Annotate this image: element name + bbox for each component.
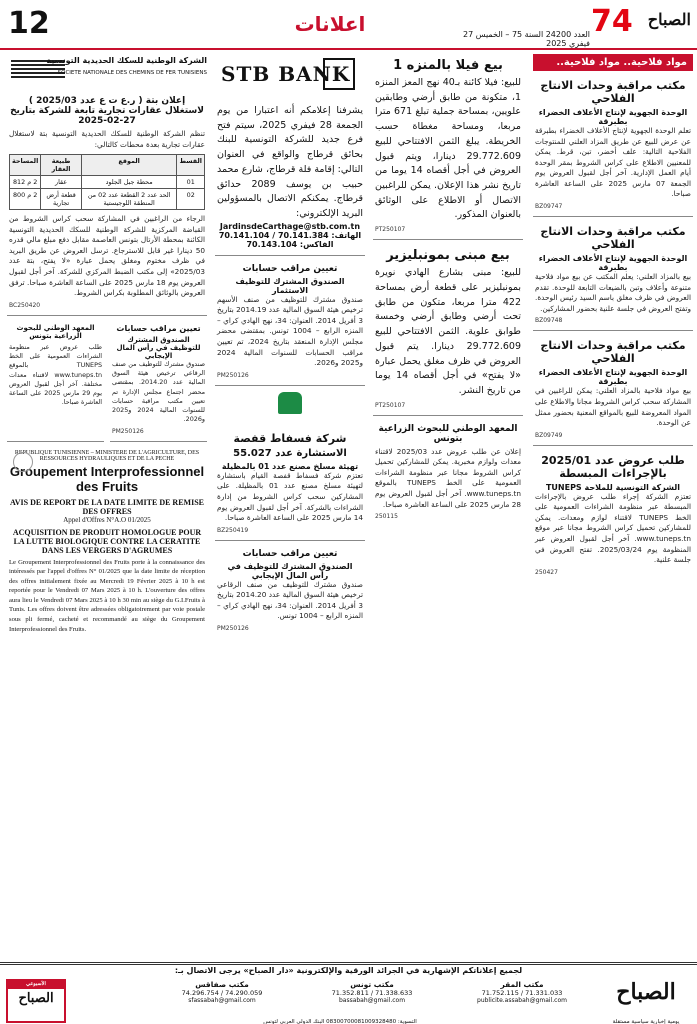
- ad-building: [373, 244, 523, 415]
- ad-code: 250427: [535, 568, 558, 576]
- office-name: مكتب تونس: [350, 980, 394, 989]
- ad-body: للبيع: فيلا كائنة بـ40 نهج المعز المنزه 1، متكونة من طابق أرضي وطابقين علويين، بمساحة جملية تبلغ 671 مترا مربعا، ومساحة مغطاة حسب الخريطة. يبلغ الثمن الافتتاحي للبيع 29.772.609 دينارا، ويتم قبول العروض في أجل أقصاه 14 يوما من تاريخ نشر هذا الإعلان. يمكن للراغبين الاتصال أو الاطلاع على الوثائق بالعنوان المذكور.: [375, 77, 522, 221]
- stb-emblem-icon: [323, 58, 355, 90]
- ad-body: بيع مواد فلاحية بالمزاد العلني: يمكن للراغبين في المشاركة سحب كراس الشروط مجانا والاطلاع على المواد المعروضة للبيع بالمواقع المعنية بحضور ممثل عن الوحدة.: [535, 386, 691, 428]
- ad-subtitle: الوحدة الجهوية لإنتاج الأعلاف الخضراء بطبرقة: [538, 368, 688, 387]
- ministry-line: REPUBLIQUE TUNISIENNE – MINISTERE DE L'AGRICULTURE, DES RESSOURCES HYDRAULIQUES ET DE LA PECHE: [14, 449, 200, 462]
- ad-research: [373, 420, 523, 526]
- bank-note: التسوية: 08300700081009328480 البنك الدولي العربي لتونس: [263, 1019, 417, 1024]
- weekly-word: الصباح: [18, 991, 54, 1006]
- table-header: الموقع: [81, 155, 177, 176]
- table-cell: 2 م 812: [10, 176, 41, 189]
- footer-weekly-logo: [6, 979, 66, 1023]
- weekly-label: الأسبوعي: [8, 981, 64, 989]
- ad-subtitle: الصندوق المشترك للتوظيف الاستثمار: [235, 276, 345, 295]
- ad-body: صندوق مشترك للتوظيف من صنف الرقاعي ترخيص هيئة السوق المالية عدد 2014.20 بتاريخ 3 أفريل 2014. العنوان: 34، نهج الهادي كراي – المنزه الرابع – 1004 تونس.: [217, 579, 364, 621]
- ad-body: يشرفنا إعلامكم أنه اعتبارا من يوم الجمعة 28 فيفري 2025، سيتم فتح فرع جديد للشركة التونسية للبنك بحائق قرطاج والواقع في العنوان التالي: إقامة فلة قرطاج، شارع محمد حبيب بن يوسف 2089 حدائق قرطاج. يمكنكم الاتصال بالمسؤولين البريد الإلكتروني:: [217, 105, 363, 220]
- ad-phosphate: [215, 428, 365, 541]
- organisation-name: Groupement Interprofessionnel des Fruits: [9, 463, 205, 494]
- office-sfax: [157, 980, 287, 1004]
- table-cell: 02: [177, 189, 205, 210]
- ad-subtitle: الوحدة الجهوية لإنتاج الأعلاف الخضراء بطبرقة: [538, 108, 688, 126]
- ad-intro: تنظم الشركة الوطنية للسكك الحديدية التونسية بتة لاستغلال عقارات تجارية بعدة محطات كالتالي:: [9, 129, 205, 149]
- office-phone: 74.296.754 / 74.290.059: [181, 989, 263, 997]
- ad-code: BC250420: [9, 301, 41, 309]
- ad-gifruits: [7, 446, 207, 640]
- ad-row: [7, 320, 207, 446]
- ad-title: طلب عروض عدد 2025/01 بالإجراءات المبسطة: [541, 453, 685, 480]
- office-email: bassabah@gmail.com: [338, 997, 406, 1004]
- logo-word: الصباح: [647, 10, 691, 29]
- gifruits-logo-icon: [13, 452, 33, 472]
- ad-code: PM250126: [112, 427, 144, 435]
- table-cell: 2 م 800: [10, 189, 41, 210]
- ad-title: بيع فيلا بالمنزه 1: [393, 58, 503, 73]
- ad-title: إعلان بتة ( ر.ع ت ع عدد 2025/03 ) لاستغلال عقارات تجارية تابعة للشركة بتاريخ 27-02-2025: [10, 96, 204, 126]
- ad-body: طلب عروض عبر منظومة الشراءات العمومية على الخط TUNEPS بالموقع www.tuneps.tn لاقتناء معدات مختلفة. آخر أجل لقبول العروض يوم 29 مارس 2025 على الساعة العاشرة صباحا.: [9, 342, 102, 407]
- table-cell: عقار: [41, 176, 82, 189]
- ad-title: تعيين مراقب حسابات: [242, 263, 338, 274]
- ad-body: تعتزم شركة فسفاط قفصة القيام باستشارة لتهيئة مسلخ مصنع عدد 01 بالمظيلة. على المشاركين سحب كراس الشروط من إدارة الشراءات بالشركة. آخر أجل لقبول العروض يوم 14 مارس 2025 على الساعة العاشرة صباحا.: [217, 470, 363, 523]
- table-row: [10, 189, 205, 210]
- ad-body: تعلم الوحدة الجهوية لإنتاج الأعلاف الخضراء بطبرقة عن عرض للبيع عن طريق المزاد العلني للمنتوجات الفلاحية التالية: علف أخضر، تبن، قرط. يمكن للمعنيين الاطلاع على كراس الشروط بمقر الوحدة أيام العمل الإدارية. آخر أجل لقبول العروض يوم الجمعة 07 مارس 2025 على الساعة العاشرة صباحا.: [535, 126, 691, 199]
- ad-code: BZ250419: [217, 526, 249, 534]
- ad-subtitle: تهيئة مسلخ مصنع عدد 01 بالمظيلة: [221, 461, 359, 471]
- stb-wordmark: STB BANK: [221, 62, 351, 86]
- office-headquarters: [457, 980, 587, 1004]
- issue-line: العدد 24200 السنة 75 – الخميس 27 فيفري 2025: [463, 30, 590, 48]
- ad-body: بيع بالمزاد العلني: يعلم المكتب عن بيع مواد فلاحية متنوعة وأعلاف وتبن بالضيعات التابعة للوحدة. تقدم العروض في ظرف مغلق باسم السيد رئيس الوحدة. وتفتح العروض في جلسة علنية بحضور المشاركين.: [535, 272, 691, 313]
- ad-title: المعهد الوطني للبحوث الزراعية بتونس: [16, 323, 95, 340]
- ad-code: BZ09749: [535, 431, 563, 439]
- sncft-name-fr: SOCIETE NATIONALE DES CHEMINS DE FER TUNISIENS: [57, 70, 207, 76]
- office-tunis: [307, 980, 437, 1004]
- table-header: القسط: [177, 155, 205, 176]
- ad-stb-branch: [215, 100, 365, 256]
- table-header: المساحة: [10, 155, 41, 176]
- ad-subtitle: الوحدة الجهوية لإنتاج الأعلاف الخضراء بطبرقة: [538, 254, 688, 273]
- ad-title: بيع مبنى بمونبليزير: [386, 248, 510, 264]
- ad-title: الاستشارة عدد 55.027: [233, 447, 347, 459]
- ad-research-2: [7, 320, 104, 442]
- ad-sncft: [7, 92, 207, 316]
- ad-title: تعيين مراقب حسابات: [116, 323, 201, 333]
- ad-body: صندوق مشترك للتوظيف من صنف الأسهم ترخيص هيئة السوق المالية عدد 2014.19 بتاريخ 3 أفريل 2014. العنوان: 34، نهج الهادي كراي – المنزه الرابع – 1004 تونس. بمقتضى محضر مجلس الإدارة المنعقد بتاريخ 2024، تم تعيين مراقب الحسابات للسنوات المالية 2024 و2025 و2026.: [217, 294, 364, 368]
- ad-auditor-2: [215, 545, 365, 638]
- ad-body: للبيع: مبنى بشارع الهادي نويرة بمونبليزير على قطعة أرض بمساحة 422 مترا مربعا، متكون من طابق تحت أرضي وطابق أرضي وخمسة طوابق علوية. الثمن الافتتاحي للبيع 29.772.609 دينارا. يتم قبول العروض في ظرف مغلق يحمل عبارة «لا يفتح» في أجل أقصاه 14 يوما من تاريخ النشر.: [375, 267, 521, 396]
- ad-body: تعتزم الشركة إجراء طلب عروض بالإجراءات المبسطة عبر منظومة الشراءات العمومية على الخط TUNEPS لاقتناء لوازم ومعدات. يمكن للمشاركين تحميل كراس الشروط مجانا عبر موقع www.tuneps.tn. آخر أجل لقبول العروض عبر المنظومة يوم 2025/03/24. تفتح العروض في جلسة علنية.: [535, 491, 691, 565]
- ad-title: مكتب مراقبة وحدات الانتاج الفلاحي: [540, 225, 686, 252]
- column-bank: [215, 54, 365, 958]
- table-cell: محطة جبل الجلود: [81, 176, 177, 189]
- ad-fax: الفاكس: 70.143.104: [246, 239, 334, 249]
- table-cell: الحد عدد 2 القطعة عدد 02 من المنطقة اللوجيستية: [81, 189, 177, 210]
- ad-code: BZ09748: [535, 317, 563, 325]
- ad-code: PT250107: [375, 226, 406, 234]
- ad-code: BZ09747: [535, 203, 563, 211]
- sncft-name-ar: الشركة الوطنية للسكك الحديدية التونسية: [46, 56, 207, 65]
- column-heading: مواد فلاحية.. مواد فلاحية..: [533, 54, 693, 71]
- footer-banner: لجميع إعلاناتكم الإشهارية في الجرائد الورقية والإلكترونية «دار الصباح» يرجى الاتصال بـ:: [174, 966, 523, 975]
- office-email: sfassabah@gmail.com: [188, 997, 256, 1004]
- table-cell: 01: [177, 176, 205, 189]
- tender-subject: ACQUISITION DE PRODUIT HOMOLOGUE POUR LA LUTTE BIOLOGIQUE CONTRE LA CERATITE DANS LES VERGERS D'AGRUMES: [12, 527, 202, 555]
- notice-body: Le Groupement Interprofessionnel des Fruits porte à la connaissance des intéressés par l'appel d'offres N° 01/2025 que la date limite de réception des offres initialement fixée au Mercredi 19 Février 2025 à 10 h est reportée pour le Vendredi 07 Mars 2025 à 10 h. L'ouverture des offres aura lieu le Vendredi 07 Mars 2025 à 10 h 30 min au siège du G.I.Fruits à Tunis. Les offres doivent être adressées obligatoirement par voie postale sous pli fermé, cacheté et recommandé au siège du Groupement Interprofessionnel des Fruits.: [9, 558, 205, 633]
- ad-subtitle: الشركة التونسية للملاحة TUNEPS: [545, 482, 681, 492]
- ad-auditor: [215, 260, 365, 386]
- footer-logo: الصباح: [616, 979, 676, 1005]
- ad-code: PM250126: [217, 625, 249, 632]
- office-email: publicite.assabah@gmail.com: [477, 997, 567, 1004]
- ad-block: [533, 450, 693, 582]
- page-footer: [0, 962, 697, 1024]
- ad-body: إعلان عن طلب عروض عدد 2025/03 لاقتناء معدات ولوازم مخبرية. يمكن للمشاركين تحميل كراس الشروط مجانا عبر منظومة الشراءات العمومية على الخط TUNEPS بالموقع www.tuneps.tn. آخر أجل لقبول العروض يوم 28 مارس 2025 على الساعة العاشرة صباحا.: [375, 446, 521, 509]
- ad-title: مكتب مراقبة وحدات الانتاج الفلاحي: [540, 79, 686, 105]
- ad-block: [533, 221, 693, 331]
- ad-body: الرجاء من الراغبين في المشاركة سحب كراس الشروط من القباضة المركزية للشركة الوطنية للسكك الحديدية التونسية الكائنة بمحطة الأرتال بتونس العاصمة مقابل دفع مبلغ مالي قدره 50 دينارا غير قابل للاسترجاع. ترسل العروض عن طريق البريد في ظرف مختوم ومغلق يحمل عبارة «لا يفتح، بتة عدد 2025/03» إلى مكتب الضبط المركزي للشركة. آخر أجل لقبول العروض يوم 18 مارس 2025 على الساعة العاشرة صباحا. ترفق العروض بالوثائق المطلوبة بكراس الشروط.: [9, 214, 205, 298]
- ad-block: [533, 335, 693, 445]
- ad-auditor-3: [110, 320, 207, 442]
- footer-tagline: يومية إخبارية سياسية مستقلة: [612, 1019, 680, 1024]
- ad-title: مكتب مراقبة وحدات الانتاج الفلاحي: [540, 339, 686, 366]
- ad-body: صندوق مشترك للتوظيف من صنف الرقاعي ترخيص هيئة السوق المالية عدد 2014.20. بمقتضى محضر اجتماع مجلس الإدارة تم تعيين مكتب مراقبة حسابات للسنوات المالية 2024 و2025 و2026.: [112, 359, 205, 424]
- office-phone: 71.752.115 / 71.331.033: [481, 989, 563, 997]
- office-phone: 71.352.811 / 71.338.633: [331, 989, 413, 997]
- phosphate-logo: [215, 390, 365, 424]
- sncft-logo: [7, 54, 207, 88]
- table-header: طبيعة العقار: [41, 155, 82, 176]
- notice-title: AVIS DE REPORT DE LA DATE LIMITE DE REMISE DES OFFRES: [10, 497, 204, 516]
- column-agricultural: [533, 54, 693, 958]
- ad-title: المعهد الوطني للبحوث الزراعية بتونس: [378, 423, 518, 444]
- newspaper-logo: [591, 4, 691, 44]
- section-title: اعلانات: [294, 12, 366, 36]
- ad-email: JardinsdeCarthage@stb.com.tn: [219, 221, 361, 231]
- ad-phone: الهاتف: 70.141.384 / 70.141.104: [218, 230, 362, 240]
- column-railways: [7, 54, 207, 958]
- table-row: [10, 176, 205, 189]
- page-header: [0, 0, 697, 50]
- property-table: [9, 154, 205, 210]
- phosphate-emblem-icon: [278, 392, 302, 414]
- ad-code: PT250107: [375, 401, 406, 409]
- column-property: [373, 54, 523, 958]
- office-name: مكتب المقر: [500, 980, 544, 989]
- ad-villa: [373, 54, 523, 240]
- stb-logo: [215, 54, 365, 94]
- ad-title: تعيين مراقب حسابات: [242, 548, 338, 559]
- ad-subtitle: الصندوق المشترك للتوظيف في رأس المال الإيجابي: [227, 561, 353, 580]
- ad-block: [533, 75, 693, 217]
- office-name: مكتب صفاقس: [195, 980, 249, 989]
- logo-number: 74: [591, 4, 633, 39]
- ad-code: PM250126: [217, 371, 249, 379]
- company-name: شركة فسفاط قفصة: [233, 431, 347, 445]
- table-cell: قطعة أرض تجارية: [41, 189, 82, 210]
- ad-code: 250115: [375, 513, 398, 521]
- tender-number: Appel d'Offres N°A.O 01/2025: [63, 515, 151, 524]
- ad-subtitle: الصندوق المشترك للتوظيف في رأس المال الإيجابي: [116, 335, 201, 360]
- page-number: 12: [8, 6, 50, 41]
